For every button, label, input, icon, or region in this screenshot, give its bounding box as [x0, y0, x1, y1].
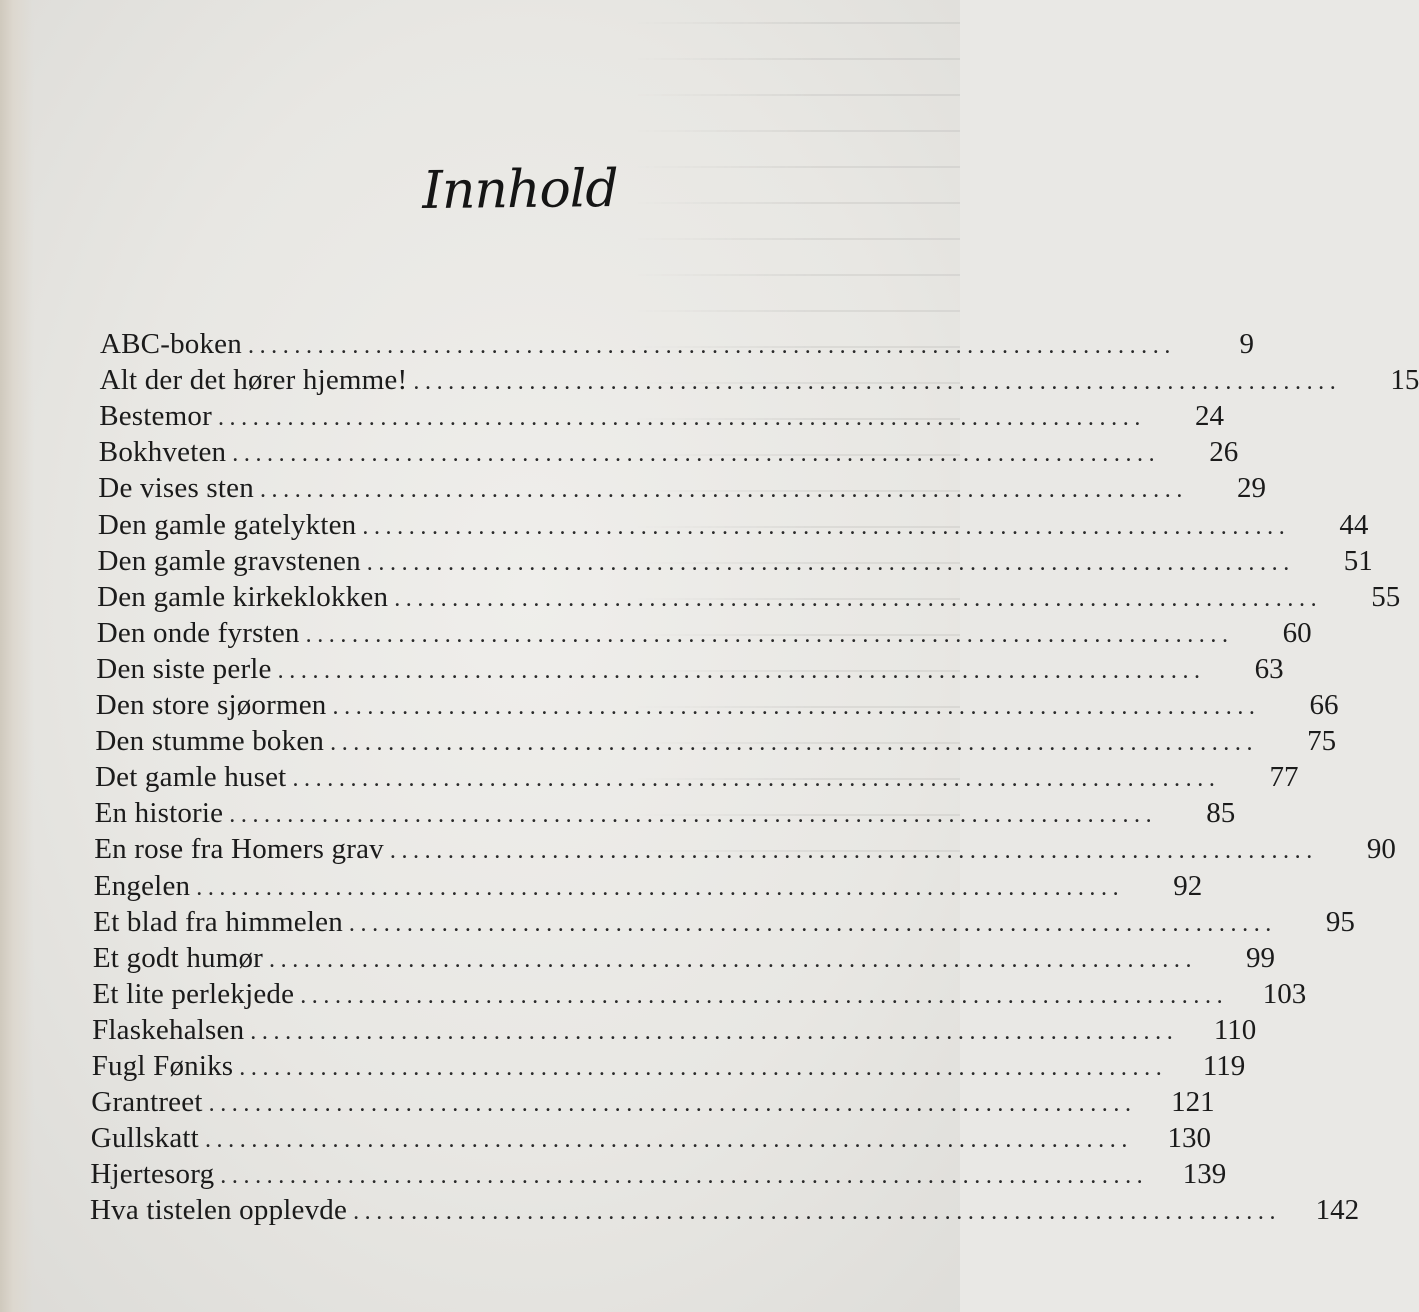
toc-entry-page-number: 51 — [1343, 544, 1373, 577]
toc-entry-title: Den gamle kirkeklokken — [97, 580, 389, 613]
dot-leader: ................................................................................ — [366, 549, 1295, 576]
toc-entry-title: Den siste perle — [96, 652, 272, 685]
toc-entry-page-number: 139 — [1182, 1158, 1227, 1191]
toc-entry-page-number: 95 — [1325, 905, 1355, 938]
toc-entry-title: Fugl Føniks — [91, 1050, 234, 1082]
toc-entry-page-number: 75 — [1307, 725, 1337, 758]
toc-entry — [97, 580, 1401, 619]
dot-leader: ................................................................................ — [348, 910, 1277, 937]
toc-entry-title: Det gamle huset — [95, 761, 287, 794]
dot-leader: ................................................................................ — [332, 694, 1261, 720]
dot-leader: ................................................................................ — [196, 874, 1125, 901]
dot-leader: ................................................................................ — [300, 982, 1229, 1009]
toc-entry-title: ABC-boken — [100, 328, 242, 360]
toc-entry-title: Et blad fra himmelen — [93, 905, 343, 938]
toc-entry-page-number: 110 — [1213, 1013, 1257, 1046]
toc-entry-page-number: 26 — [1209, 436, 1239, 469]
dot-leader: ................................................................................ — [305, 621, 1234, 648]
dot-leader: ................................................................................ — [250, 1018, 1179, 1045]
dot-leader: ................................................................................ — [277, 657, 1206, 684]
toc-entry-title: Den store sjøormen — [95, 689, 327, 721]
toc-entry — [91, 1086, 1215, 1124]
toc-entry — [91, 1050, 1246, 1088]
toc-entry-title: Bokhveten — [98, 436, 227, 469]
dot-leader: ................................................................................ — [353, 1199, 1282, 1226]
toc-entry-title: Den stumme boken — [95, 725, 325, 758]
toc-entry — [97, 508, 1369, 547]
toc-entry-page-number: 77 — [1269, 761, 1299, 794]
toc-entry — [92, 977, 1307, 1016]
dot-leader: ................................................................................ — [292, 766, 1221, 793]
toc-entry — [90, 1158, 1227, 1196]
toc-entry-title: Grantreet — [91, 1086, 203, 1119]
toc-entry-page-number: 121 — [1171, 1086, 1215, 1119]
toc-entry-page-number: 142 — [1315, 1194, 1360, 1227]
dot-leader: ................................................................................ — [259, 477, 1188, 504]
dot-leader: ................................................................................ — [389, 838, 1318, 865]
toc-entry-page-number: 85 — [1206, 797, 1236, 830]
toc-entry — [96, 652, 1284, 691]
toc-entry-page-number: 130 — [1167, 1122, 1211, 1155]
toc-entry-page-number: 60 — [1282, 616, 1312, 649]
dot-leader: ................................................................................ — [362, 513, 1291, 540]
toc-entry — [93, 869, 1203, 908]
toc-entry — [94, 797, 1236, 835]
toc-entry — [97, 544, 1373, 583]
toc-entry-title: En rose fra Homers grav — [94, 833, 384, 866]
toc-entry-page-number: 66 — [1309, 689, 1339, 721]
toc-entry — [99, 400, 1224, 438]
toc-entry-page-number: 24 — [1194, 400, 1224, 433]
toc-entry-page-number: 9 — [1239, 328, 1254, 360]
toc-entry-title: Den onde fyrsten — [96, 616, 300, 649]
dot-leader: ................................................................................ — [394, 585, 1323, 612]
toc-entry-page-number: 99 — [1246, 941, 1276, 974]
toc-entry-page-number: 55 — [1371, 580, 1401, 613]
toc-entry-title: Den gamle gatelykten — [97, 508, 357, 541]
toc-entry-page-number: 29 — [1236, 472, 1266, 505]
toc-entry-title: Den gamle gravstenen — [97, 544, 361, 577]
dot-leader: ................................................................................ — [247, 333, 1176, 359]
toc-entry — [95, 689, 1339, 727]
dot-leader: ................................................................................ — [229, 802, 1158, 829]
toc-entry — [96, 616, 1312, 655]
toc-entry-title: Bestemor — [99, 400, 212, 433]
toc-entry-page-number: 63 — [1254, 652, 1284, 685]
toc-entry-title: Hva tistelen opplevde — [90, 1194, 348, 1227]
toc-entry — [99, 364, 1419, 402]
toc-entry — [90, 1122, 1211, 1160]
dot-leader: ................................................................................ — [239, 1055, 1168, 1081]
dot-leader: ................................................................................ — [232, 441, 1161, 468]
dot-leader: ................................................................................ — [413, 369, 1342, 396]
toc-entry — [98, 472, 1266, 510]
toc-entry-title: Engelen — [93, 869, 191, 902]
toc-entry-title: Et lite perlekjede — [92, 977, 295, 1010]
toc-entry-page-number: 92 — [1173, 869, 1203, 902]
toc-entry — [90, 1194, 1360, 1232]
dot-leader: ................................................................................ — [220, 1163, 1149, 1190]
toc-entry-title: Flaskehalsen — [92, 1013, 245, 1046]
toc-entry-page-number: 15 — [1390, 364, 1419, 397]
toc-entry — [100, 328, 1254, 366]
toc-entry — [92, 941, 1276, 980]
dot-leader: ................................................................................ — [269, 946, 1198, 973]
toc-entry — [98, 436, 1239, 474]
toc-entry-title: Alt der det hører hjemme! — [99, 364, 408, 397]
dot-leader: ................................................................................ — [330, 730, 1259, 757]
page-title: Innhold — [422, 158, 618, 222]
toc-entry-title: En historie — [94, 797, 224, 830]
toc-entry — [95, 761, 1299, 799]
toc-entry-title: De vises sten — [98, 472, 254, 505]
dot-leader: ................................................................................ — [204, 1127, 1133, 1154]
toc-entry — [93, 905, 1355, 944]
toc-entry-page-number: 119 — [1202, 1050, 1246, 1082]
toc-entry-title: Et godt humør — [92, 941, 264, 974]
toc-entry-page-number: 44 — [1339, 508, 1369, 541]
toc-entry-page-number: 103 — [1262, 977, 1307, 1010]
toc-entry-title: Hjertesorg — [90, 1158, 215, 1191]
toc-entry-page-number: 90 — [1366, 833, 1396, 866]
toc-entry — [94, 833, 1396, 871]
toc-entry-title: Gullskatt — [90, 1122, 199, 1155]
dot-leader: ................................................................................ — [208, 1091, 1137, 1118]
toc-entry — [92, 1013, 1257, 1052]
dot-leader: ................................................................................ — [217, 405, 1146, 432]
toc-entry — [95, 725, 1337, 763]
